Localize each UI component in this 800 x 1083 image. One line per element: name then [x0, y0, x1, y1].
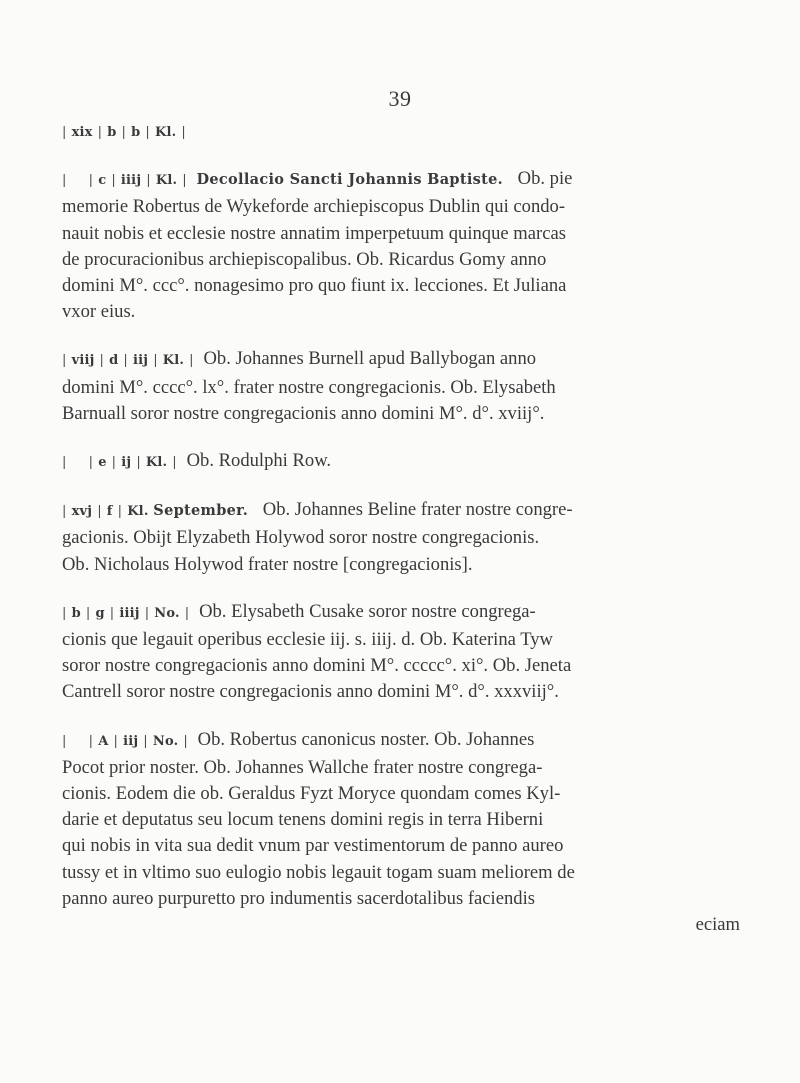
- day-count: iij: [123, 733, 139, 749]
- obit-text: panno aureo purpuretto pro indumentis sacerdotalibus faciendis: [62, 887, 535, 909]
- dominical-letter: d: [109, 353, 119, 369]
- obit-text: qui nobis in vita sua dedit vnum par vestimentorum de panno aureo: [62, 835, 564, 857]
- obit-text: darie et deputatus seu locum tenens domini regis in terra Hiberni: [62, 809, 544, 831]
- month-division: Kl.: [155, 125, 177, 140]
- golden-number: b: [71, 605, 81, 621]
- golden-number: xvj: [71, 504, 93, 520]
- dominical-letter: c: [98, 173, 107, 189]
- day-count: iij: [133, 353, 149, 369]
- month-division: Kl.: [162, 353, 185, 369]
- dominical-letter: f: [106, 504, 113, 520]
- calendar-entry: [62, 166, 740, 325]
- page-number: 39: [388, 86, 412, 111]
- calendar-marks: | | e | ij | Kl. |: [62, 455, 177, 471]
- obit-text: domini M°. ccc°. nonagesimo pro quo fiunt ix. lecciones. Et Juliana: [62, 275, 567, 297]
- obit-text: Ob. Robertus canonicus noster. Ob. Johannes: [197, 728, 535, 750]
- obit-text: tussy et in vltimo suo eulogio nobis legauit togam suam meliorem de: [62, 861, 575, 883]
- obit-text: Ob. Johannes Beline frater nostre congre-: [262, 499, 573, 521]
- catchword: eciam: [695, 914, 740, 936]
- month-division: No.: [154, 605, 180, 621]
- month-division: Kl.: [145, 455, 168, 471]
- golden-number: xix: [71, 125, 93, 140]
- calendar-entry: [62, 497, 740, 578]
- dominical-letter: b: [107, 125, 117, 140]
- obit-text: de procuracionibus archiepiscopalibus. Ob. Ricardus Gomy anno: [62, 248, 547, 270]
- obit-text: gacionis. Obijt Elyzabeth Holywod soror nostre congregacionis.: [62, 527, 540, 549]
- calendar-marks: | xvj | f | Kl.: [62, 504, 149, 520]
- obit-text: Ob. Rodulphi Row.: [186, 450, 332, 472]
- obit-text: Barnuall soror nostre congregacionis anno domini M°. d°. xviij°.: [62, 402, 545, 424]
- obit-text: Ob. pie: [517, 168, 573, 190]
- obit-text: vxor eius.: [62, 301, 136, 323]
- obit-text: cionis. Eodem die ob. Geraldus Fyzt Moryce quondam comes Kyl-: [62, 783, 561, 805]
- dominical-letter: A: [98, 733, 109, 749]
- calendar-marks: | xix | b | b | Kl. |: [62, 125, 186, 140]
- obit-text: nauit nobis et ecclesie nostre annatim imperpetuum quinque marcas: [62, 222, 566, 244]
- obit-text: Pocot prior noster. Ob. Johannes Wallche frater nostre congrega-: [62, 756, 543, 778]
- obit-text: memorie Robertus de Wykeforde archiepiscopus Dublin qui condo-: [62, 196, 566, 218]
- calendar-entry: [62, 448, 740, 476]
- calendar-marks: | b | g | iiij | No. |: [62, 605, 190, 621]
- obit-text: domini M°. cccc°. lx°. frater nostre congregacionis. Ob. Elysabeth: [62, 376, 556, 398]
- obit-text: Ob. Johannes Burnell apud Ballybogan anno: [203, 348, 537, 370]
- day-count: iiij: [119, 605, 140, 621]
- month-division: Kl.: [155, 173, 178, 189]
- obit-text: soror nostre congregacionis anno domini M°. ccccc°. xi°. Ob. Jeneta: [62, 655, 572, 677]
- dominical-letter: e: [98, 455, 107, 471]
- calendar-entry: [62, 727, 740, 939]
- month-division: No.: [152, 733, 179, 749]
- golden-number: viij: [71, 353, 95, 369]
- calendar-entry: [62, 346, 740, 427]
- day-count: b: [131, 125, 141, 140]
- day-count: ij: [121, 455, 132, 471]
- obit-text: cionis que legauit operibus ecclesie iij. s. iiij. d. Ob. Katerina Tyw: [62, 629, 553, 651]
- month-heading: September.: [153, 502, 249, 520]
- calendar-marks: | viij | d | iij | Kl. |: [62, 353, 194, 369]
- calendar-entry: [62, 118, 740, 146]
- calendar-marks: | | c | iiij | Kl. |: [62, 173, 187, 189]
- dominical-letter: g: [95, 605, 105, 621]
- obit-text: Ob. Nicholaus Holywod frater nostre [congregacionis].: [62, 553, 473, 575]
- calendar-entry: [62, 599, 740, 706]
- obit-text: Cantrell soror nostre congregacionis anno domini M°. d°. xxxviij°.: [62, 681, 559, 703]
- day-count: iiij: [120, 173, 142, 189]
- calendar-column: [62, 118, 740, 938]
- feast-title: Decollacio Sancti Johannis Baptiste.: [196, 171, 503, 189]
- calendar-marks: | | A | iij | No. |: [62, 733, 188, 749]
- month-division: Kl.: [127, 504, 149, 520]
- obit-text: Ob. Elysabeth Cusake soror nostre congrega-: [199, 600, 536, 622]
